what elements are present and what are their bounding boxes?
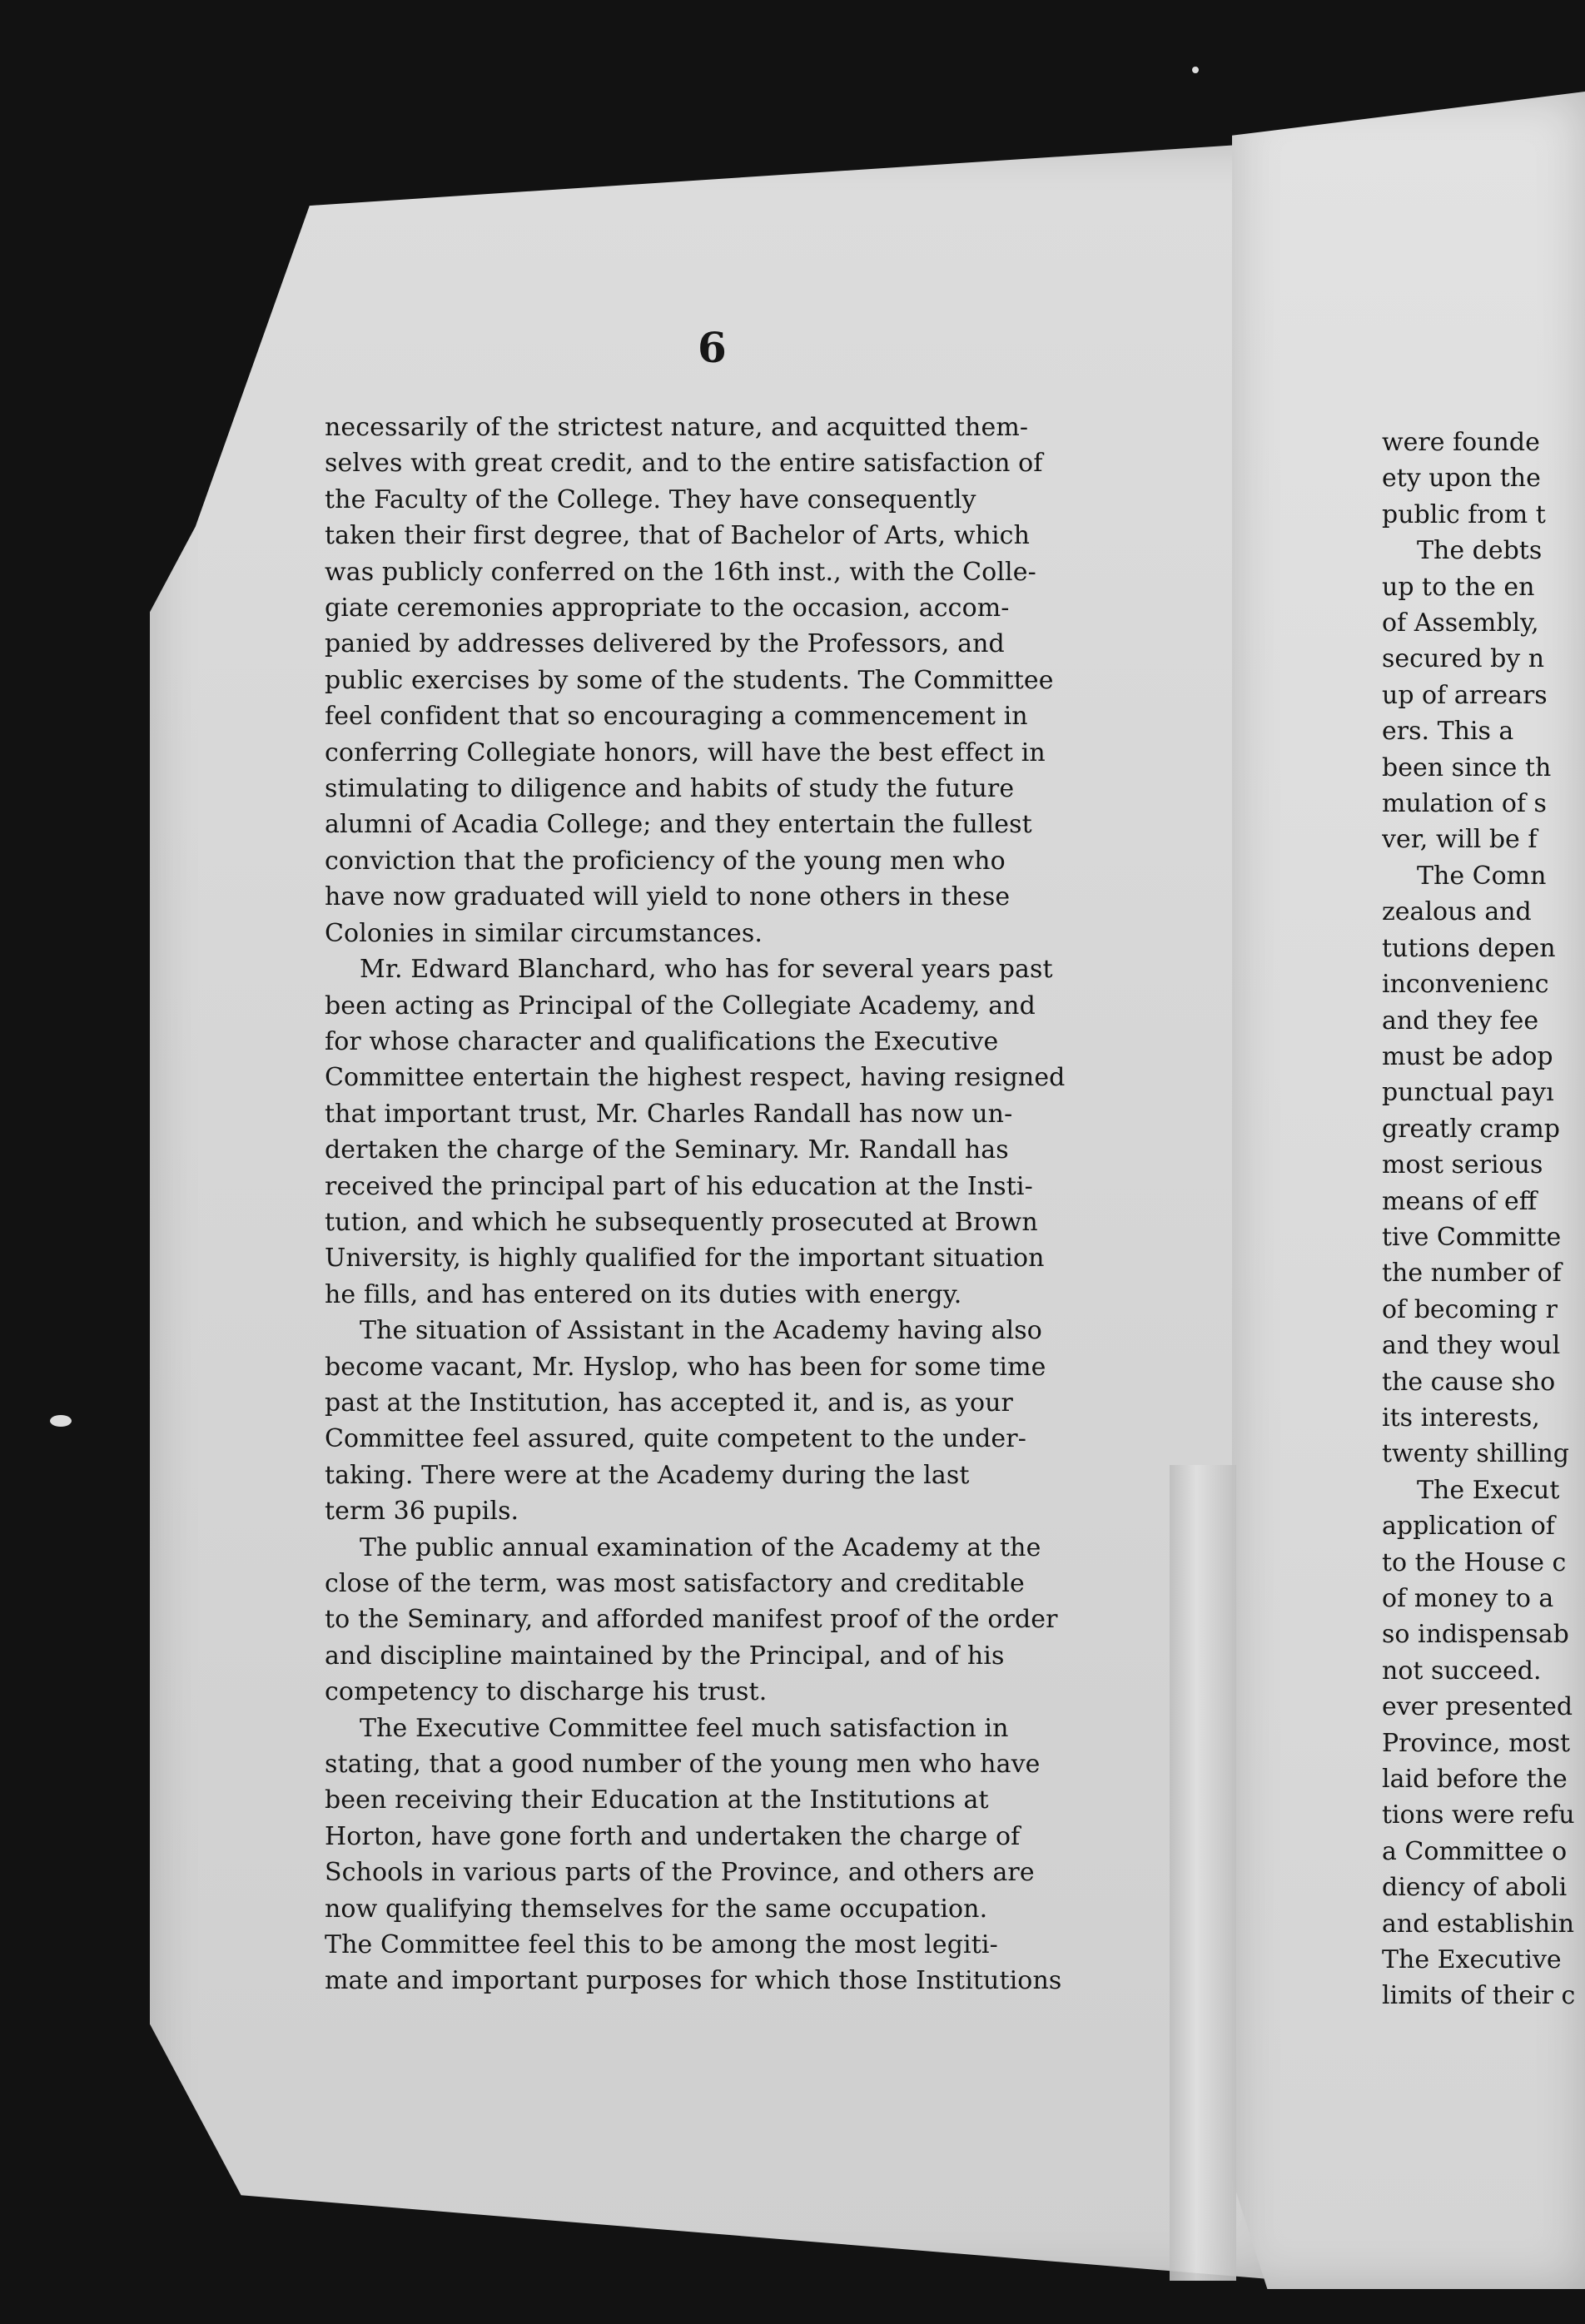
text-line: alumni of Acadia College; and they entertain the fullest — [325, 810, 1032, 840]
text-line: and they fee — [1382, 1006, 1539, 1035]
text-line: taken their first degree, that of Bachelor of Arts, which — [325, 521, 1030, 551]
text-line: ers. This a — [1382, 717, 1514, 747]
text-line: Committee entertain the highest respect, having resigned — [325, 1063, 1066, 1093]
text-line: ety upon the — [1382, 464, 1541, 494]
text-line: stimulating to diligence and habits of study the future — [325, 774, 1015, 804]
text-line: of becoming r — [1382, 1294, 1558, 1324]
text-line: its interests, — [1382, 1403, 1540, 1433]
text-line: The debts — [1417, 536, 1543, 566]
text-line: The Committee feel this to be among the most legiti- — [325, 1930, 998, 1960]
text-line: been acting as Principal of the Collegiate Academy, and — [325, 991, 1036, 1020]
text-line: most serious — [1382, 1150, 1543, 1180]
text-line: limits of their c — [1382, 1981, 1576, 2011]
text-line: he fills, and has entered on its duties with energy. — [325, 1279, 962, 1309]
text-line: for whose character and qualifications the Executive — [325, 1026, 999, 1056]
text-line: laid before the — [1382, 1765, 1568, 1795]
text-line: the number of — [1382, 1259, 1562, 1289]
text-line: stating, that a good number of the young men who have — [325, 1750, 1041, 1780]
text-line: greatly cramp — [1382, 1114, 1560, 1144]
text-line: to the Seminary, and afforded manifest proof of the order — [325, 1605, 1058, 1635]
text-line: past at the Institution, has accepted it, and is, as your — [325, 1388, 1013, 1418]
text-line: been since th — [1382, 752, 1552, 782]
text-line: ever presented — [1382, 1692, 1573, 1722]
page-number: 6 — [698, 323, 727, 372]
text-line: received the principal part of his education at the Insti- — [325, 1171, 1033, 1201]
text-line: was publicly conferred on the 16th inst., with the Colle- — [325, 557, 1036, 587]
text-line: panied by addresses delivered by the Professors, and — [325, 629, 1005, 659]
text-line: Colonies in similar circumstances. — [325, 918, 763, 948]
text-line: term 36 pupils. — [325, 1497, 519, 1527]
text-line: public exercises by some of the students. The Committee — [325, 665, 1054, 695]
text-line: The public annual examination of the Academy at the — [360, 1532, 1041, 1562]
text-line: twenty shilling — [1382, 1439, 1569, 1469]
text-line: mulation of s — [1382, 789, 1547, 819]
text-line: of money to a — [1382, 1584, 1554, 1613]
text-line: public from t — [1382, 499, 1546, 529]
text-line: tutions depen — [1382, 933, 1556, 963]
text-line: dertaken the charge of the Seminary. Mr. Randall has — [325, 1135, 1009, 1165]
text-line: application of — [1382, 1512, 1555, 1542]
text-line: the Faculty of the College. They have consequently — [325, 484, 976, 514]
text-line: necessarily of the strictest nature, and acquitted them- — [325, 413, 1029, 442]
text-line: secured by n — [1382, 644, 1545, 674]
text-line: The Execut — [1417, 1475, 1560, 1505]
right-text-column — [1382, 425, 1585, 2014]
text-line: Mr. Edward Blanchard, who has for several years past — [360, 955, 1053, 985]
text-line: conviction that the proficiency of the young men who — [325, 846, 1006, 876]
text-line: inconvenienc — [1382, 970, 1549, 1000]
text-line: that important trust, Mr. Charles Randall has now un- — [325, 1099, 1013, 1129]
text-line: The Comn — [1417, 861, 1547, 891]
text-line: University, is highly qualified for the important situation — [325, 1244, 1045, 1274]
text-line: zealous and — [1382, 897, 1532, 927]
text-line: and establishin — [1382, 1909, 1575, 1939]
text-line: to the House c — [1382, 1547, 1567, 1577]
text-line: must be adop — [1382, 1041, 1553, 1071]
text-line: Schools in various parts of the Province, and others are — [325, 1858, 1035, 1888]
left-text-column — [325, 410, 1107, 1999]
text-line: taking. There were at the Academy during the last — [325, 1460, 970, 1490]
text-line: feel confident that so encouraging a commencement in — [325, 702, 1028, 732]
text-line: tions were refu — [1382, 1800, 1575, 1830]
text-line: the cause sho — [1382, 1367, 1556, 1397]
text-line: The Executive — [1382, 1945, 1562, 1975]
text-line: selves with great credit, and to the entire satisfaction of — [325, 449, 1043, 479]
text-line: means of eff — [1382, 1186, 1538, 1216]
text-line: up to the en — [1382, 572, 1535, 602]
text-line: a Committee o — [1382, 1836, 1568, 1866]
text-line: ver, will be f — [1382, 825, 1538, 855]
text-line: conferring Collegiate honors, will have the best effect in — [325, 737, 1046, 767]
text-line: been receiving their Education at the Institutions at — [325, 1785, 989, 1815]
text-line: become vacant, Mr. Hyslop, who has been for some time — [325, 1352, 1046, 1382]
text-line: now qualifying themselves for the same occupation. — [325, 1894, 988, 1924]
text-line: not succeed. — [1382, 1656, 1542, 1686]
text-line: mate and important purposes for which those Institutions — [325, 1966, 1062, 1996]
speck — [1192, 67, 1199, 73]
page-fold — [1170, 1465, 1236, 2281]
text-line: competency to discharge his trust. — [325, 1677, 768, 1707]
text-line: Horton, have gone forth and undertaken the charge of — [325, 1821, 1021, 1851]
speck — [50, 1415, 72, 1427]
text-line: giate ceremonies appropriate to the occasion, accom- — [325, 593, 1010, 623]
text-line: close of the term, was most satisfactory and creditable — [325, 1569, 1025, 1598]
text-line: tive Committe — [1382, 1222, 1562, 1252]
text-line: of Assembly, — [1382, 608, 1539, 638]
text-line: so indispensab — [1382, 1620, 1569, 1650]
text-line: Committee feel assured, quite competent to the under- — [325, 1424, 1026, 1454]
text-line: punctual payı — [1382, 1078, 1554, 1108]
text-line: tution, and which he subsequently prosecuted at Brown — [325, 1207, 1038, 1237]
text-line: have now graduated will yield to none others in these — [325, 882, 1011, 912]
text-line: Province, most — [1382, 1728, 1571, 1758]
text-line: diency of aboli — [1382, 1873, 1568, 1903]
text-line: up of arrears — [1382, 680, 1548, 710]
text-line: The situation of Assistant in the Academy having also — [360, 1316, 1042, 1346]
text-line: The Executive Committee feel much satisfaction in — [360, 1713, 1009, 1743]
text-line: were founde — [1382, 428, 1540, 457]
text-line: and discipline maintained by the Principal, and of his — [325, 1641, 1005, 1671]
text-line: and they woul — [1382, 1331, 1561, 1361]
